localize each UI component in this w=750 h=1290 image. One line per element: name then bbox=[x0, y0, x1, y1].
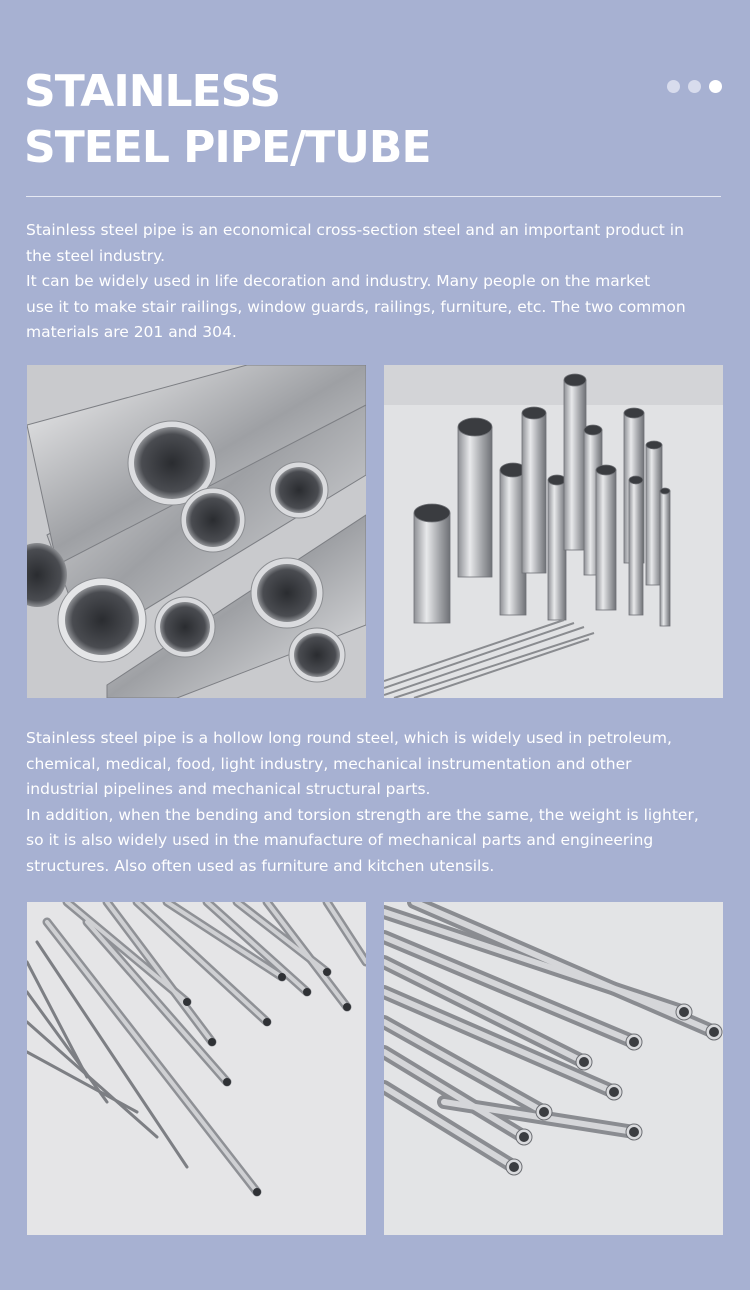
standing-tubes-image bbox=[384, 365, 723, 698]
large-pipes-closeup-image bbox=[27, 365, 366, 698]
pipe-bundle-image bbox=[384, 902, 723, 1235]
carousel-dot-1[interactable] bbox=[667, 80, 680, 93]
title-line-1: STAINLESS bbox=[24, 66, 281, 117]
details-line-1: Stainless steel pipe is a hollow long round steel, which is widely used in petroleum, bbox=[26, 729, 672, 747]
divider bbox=[26, 196, 721, 197]
thin-tubes-image bbox=[27, 902, 366, 1235]
photo-large-pipes-closeup bbox=[27, 365, 366, 698]
carousel-dot-2[interactable] bbox=[688, 80, 701, 93]
title-line-2: STEEL PIPE/TUBE bbox=[24, 122, 431, 173]
details-line-5: so it is also widely used in the manufacture of mechanical parts and engineering bbox=[26, 831, 654, 849]
photo-pipe-bundle bbox=[384, 902, 723, 1235]
details-line-2: chemical, medical, food, light industry, mechanical instrumentation and other bbox=[26, 754, 632, 773]
intro-line-3: It can be widely used in life decoration and industry. Many people on the market bbox=[26, 272, 651, 290]
details-line-4: In addition, when the bending and torsion strength are the same, the weight is lighter, bbox=[26, 805, 699, 824]
intro-paragraph bbox=[26, 218, 726, 346]
intro-line-1: Stainless steel pipe is an economical cross-section steel and an important product in bbox=[26, 221, 684, 239]
page-title bbox=[24, 64, 431, 176]
photo-thin-tubes bbox=[27, 902, 366, 1235]
details-line-6: structures. Also often used as furniture and kitchen utensils. bbox=[26, 856, 495, 875]
carousel-dot-3[interactable] bbox=[709, 80, 722, 93]
details-line-3: industrial pipelines and mechanical structural parts. bbox=[26, 780, 431, 798]
photo-standing-tubes bbox=[384, 365, 723, 698]
intro-line-4: use it to make stair railings, window guards, railings, furniture, etc. The two common bbox=[26, 297, 686, 316]
details-paragraph bbox=[26, 726, 726, 879]
carousel-dots bbox=[667, 80, 722, 93]
intro-line-5: materials are 201 and 304. bbox=[26, 323, 237, 341]
intro-line-2: the steel industry. bbox=[26, 246, 166, 265]
